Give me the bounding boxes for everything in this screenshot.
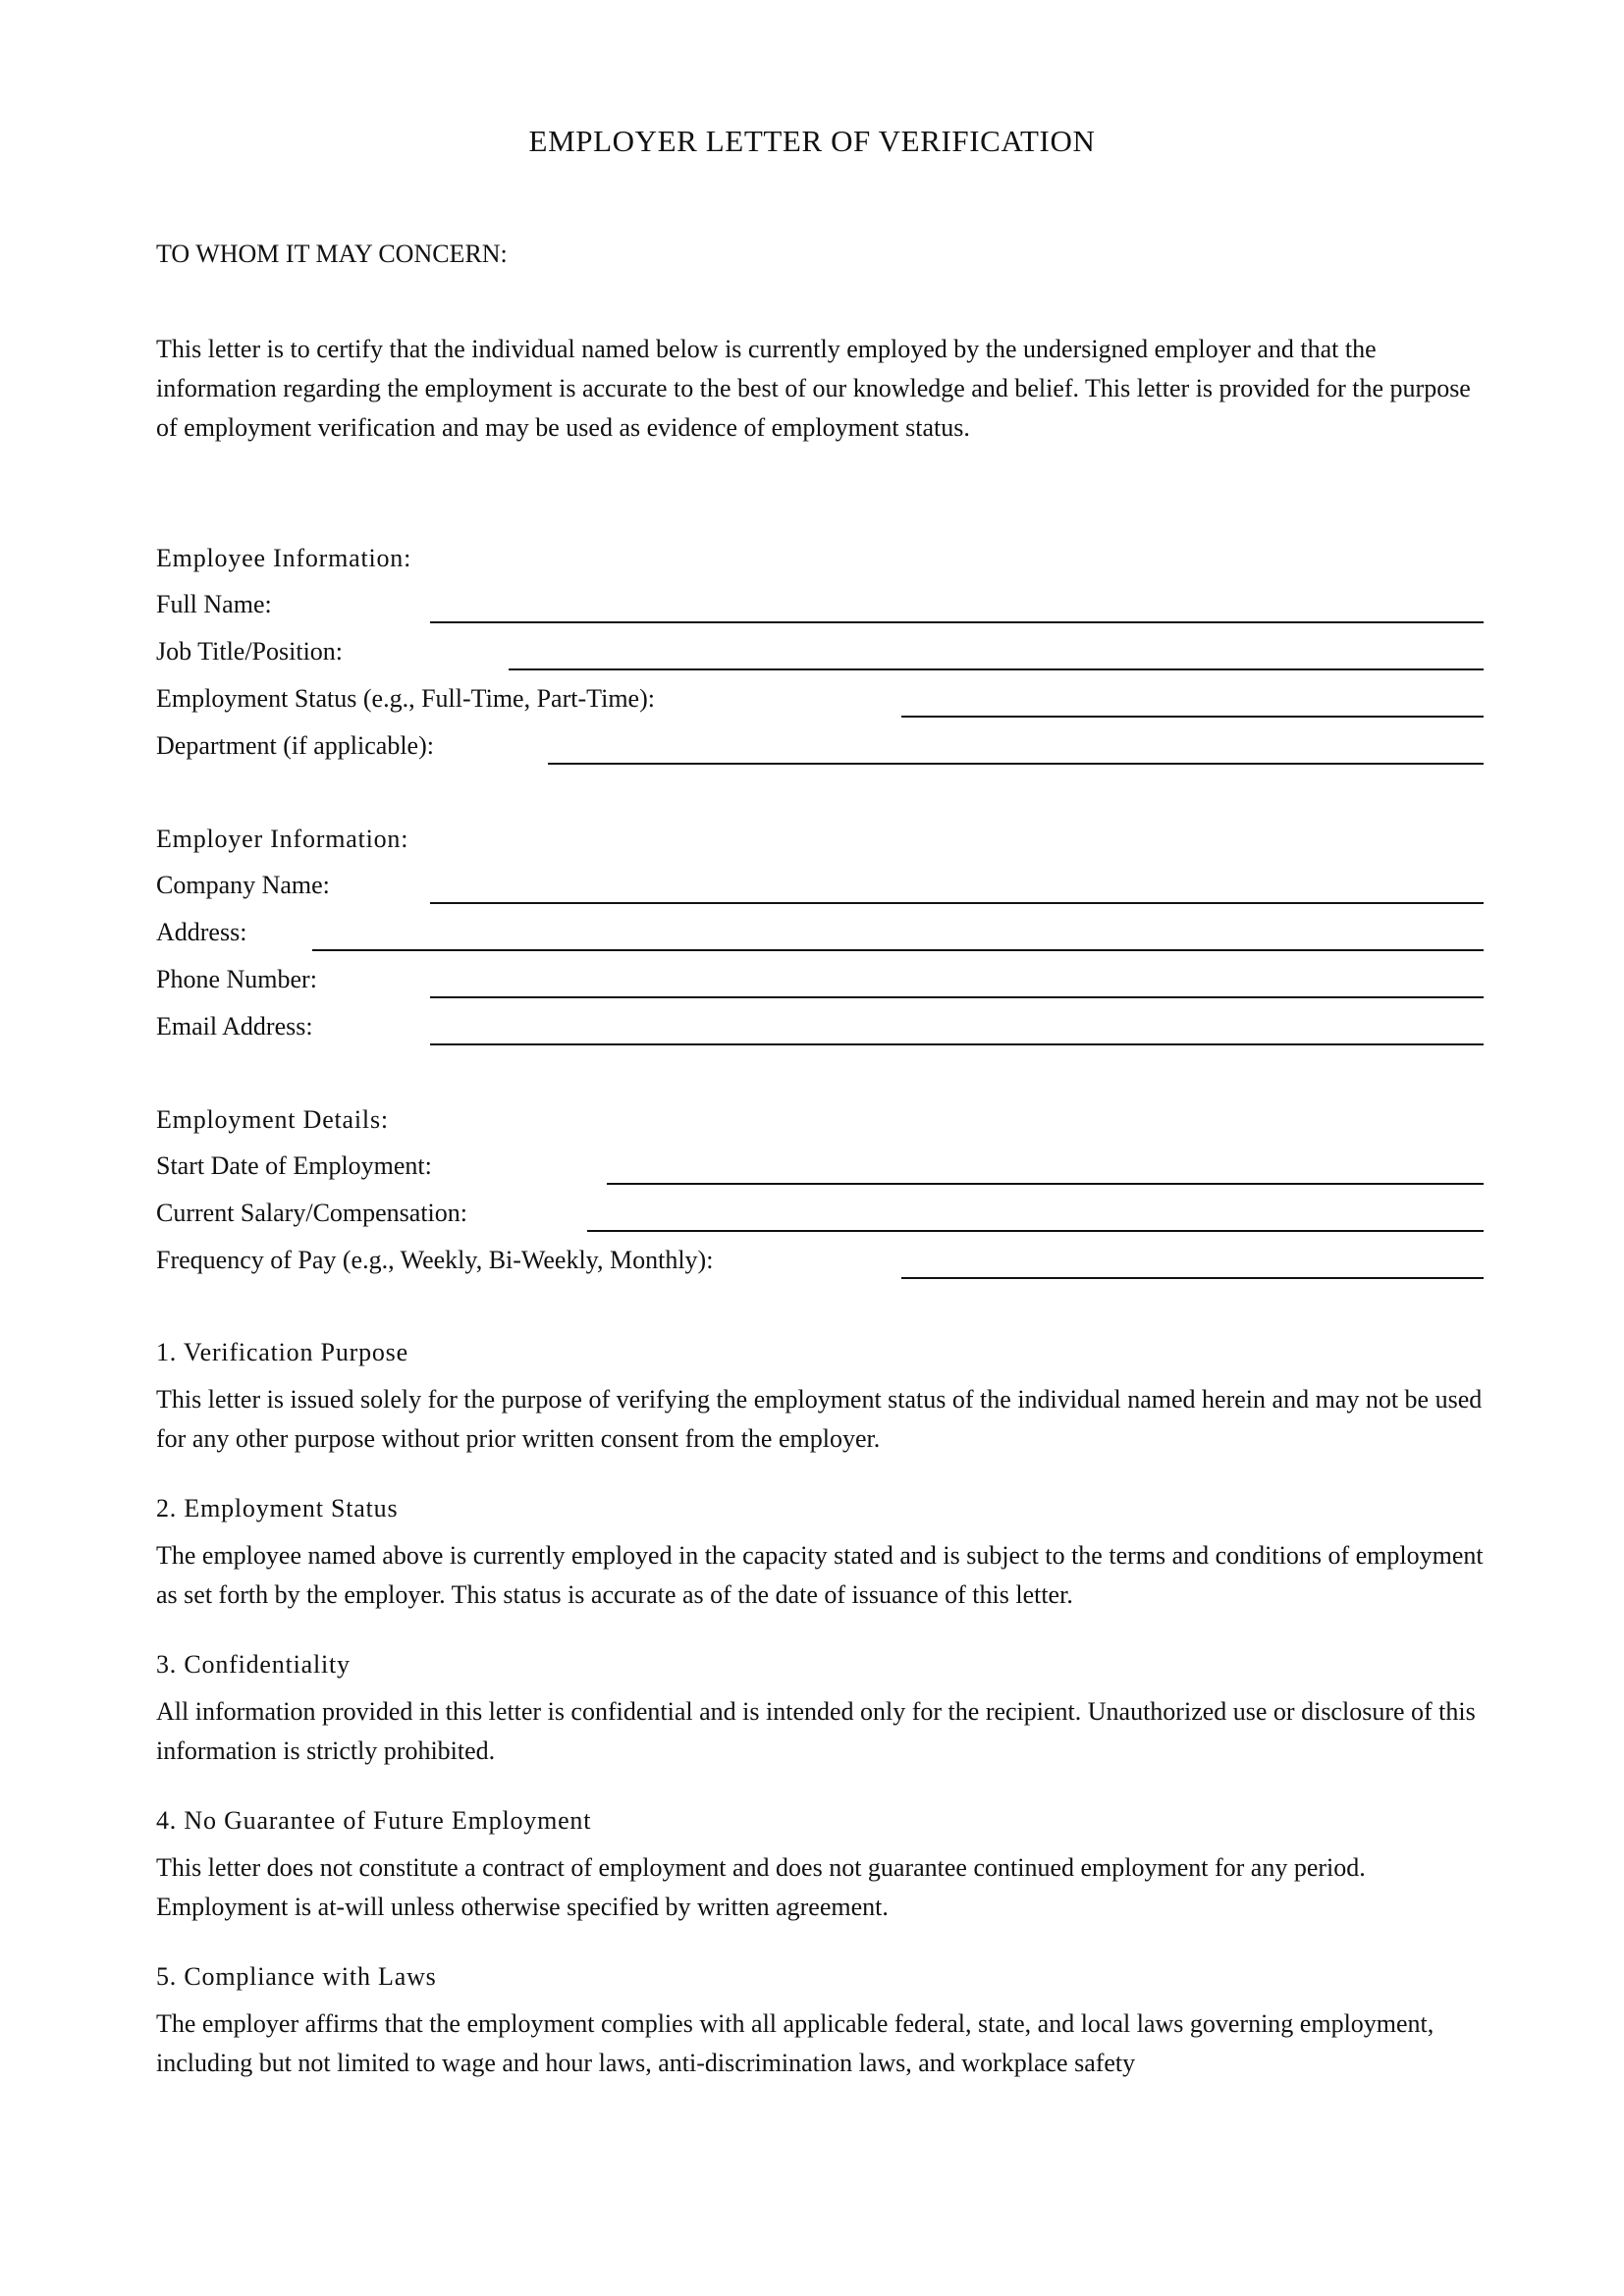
- address-input-line[interactable]: [312, 949, 1484, 951]
- document-title: EMPLOYER LETTER OF VERIFICATION: [528, 124, 1096, 158]
- full-name-input-line[interactable]: [430, 621, 1484, 623]
- company-name-input-line[interactable]: [430, 902, 1484, 904]
- full-name-field: [156, 590, 1484, 629]
- job-title-input-line[interactable]: [509, 668, 1484, 670]
- email-address-field: [156, 1012, 1484, 1051]
- field-label: Full Name:: [156, 590, 272, 618]
- address-field: [156, 918, 1484, 957]
- phone-number-input-line[interactable]: [430, 996, 1484, 998]
- clause-heading-no-guarantee: 4. No Guarantee of Future Employment: [156, 1806, 592, 1835]
- field-label: Job Title/Position:: [156, 637, 344, 666]
- clause-body-verification-purpose: This letter is issued solely for the purpose of verifying the employment status of the individual named herein and may not be used for any other purpose without prior written consent from the employer.: [156, 1385, 1483, 1453]
- field-label: Department (if applicable):: [156, 731, 434, 760]
- clause-body-employment-status: The employee named above is currently employed in the capacity stated and is subject to the terms and conditions of employment as set forth by the employer. This status is accurate as of the date of issuance of this letter.: [156, 1541, 1484, 1609]
- job-title-field: [156, 637, 1484, 676]
- salary-field: [156, 1199, 1484, 1238]
- employer-info-heading: Employer Information:: [156, 825, 409, 853]
- salary-input-line[interactable]: [587, 1230, 1484, 1232]
- salutation: TO WHOM IT MAY CONCERN:: [156, 240, 508, 268]
- intro-paragraph: This letter is to certify that the individual named below is currently employed by the undersigned employer and that the information regarding the employment is accurate to the best of our knowledge and belief. This letter is provided for the purpose of employment verification and may be used as evidence of employment status.: [156, 335, 1471, 442]
- clause-heading-verification-purpose: 1. Verification Purpose: [156, 1338, 408, 1366]
- clause-body-compliance: The employer affirms that the employment complies with all applicable federal, state, and local laws governing employment, including but not limited to wage and hour laws, anti-discrimination laws, and workplace safety: [156, 2009, 1435, 2077]
- start-date-field: [156, 1151, 1484, 1191]
- clause-heading-compliance: 5. Compliance with Laws: [156, 1962, 437, 1991]
- employment-status-input-line[interactable]: [901, 716, 1484, 718]
- email-address-input-line[interactable]: [430, 1043, 1484, 1045]
- clause-heading-confidentiality: 3. Confidentiality: [156, 1650, 351, 1679]
- field-label: Address:: [156, 918, 247, 946]
- employment-status-field: [156, 684, 1484, 723]
- phone-number-field: [156, 965, 1484, 1004]
- field-label: Current Salary/Compensation:: [156, 1199, 468, 1227]
- field-label: Phone Number:: [156, 965, 317, 993]
- department-input-line[interactable]: [548, 763, 1484, 765]
- field-label: Email Address:: [156, 1012, 313, 1041]
- clause-body-no-guarantee: This letter does not constitute a contract of employment and does not guarantee continued employment for any period. Employment is at-will unless otherwise specified by written agreement.: [156, 1853, 1366, 1921]
- clause-body-confidentiality: All information provided in this letter is confidential and is intended only for the recipient. Unauthorized use or disclosure of this information is strictly prohibited.: [156, 1697, 1476, 1765]
- start-date-input-line[interactable]: [607, 1183, 1484, 1185]
- clause-heading-employment-status: 2. Employment Status: [156, 1494, 399, 1522]
- employment-details-heading: Employment Details:: [156, 1105, 389, 1134]
- company-name-field: [156, 871, 1484, 910]
- employee-info-heading: Employee Information:: [156, 544, 412, 572]
- pay-frequency-field: [156, 1246, 1484, 1285]
- field-label: Frequency of Pay (e.g., Weekly, Bi-Weekly, Monthly):: [156, 1246, 714, 1274]
- pay-frequency-input-line[interactable]: [901, 1277, 1484, 1279]
- field-label: Company Name:: [156, 871, 330, 899]
- field-label: Employment Status (e.g., Full-Time, Part-Time):: [156, 684, 655, 713]
- field-label: Start Date of Employment:: [156, 1151, 432, 1180]
- department-field: [156, 731, 1484, 771]
